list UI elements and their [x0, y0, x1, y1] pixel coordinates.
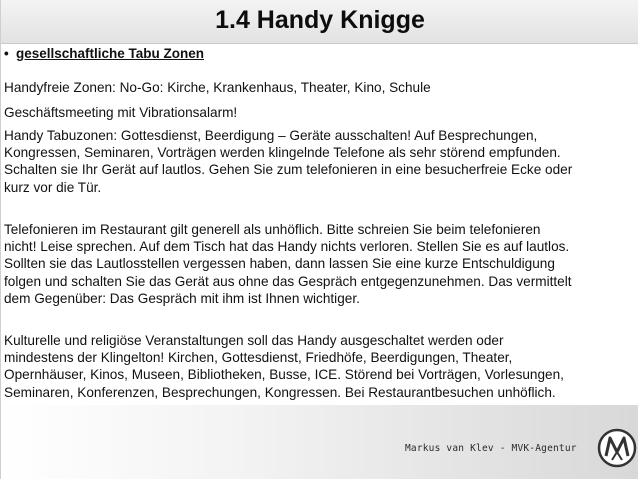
paragraph-restaurant: Telefonieren im Restaurant gilt generell als unhöflich. Bitte schreien Sie beim telefonieren nicht! Leise sprechen. Auf dem Tisch hat das Handy nichts verloren. Stellen Sie es auf lautlos. Sollten sie das Lautlosstellen vergessen haben, dann lassen Sie eine kurze Entschuldigung folgen und schalten Sie das Gerät aus ohne das Gespräch entgegenzunehmen. Das vermittelt dem Gegenüber: Das Gespräch mit ihm ist Ihnen wichtiger. [4, 222, 572, 306]
slide-title: 1.4 Handy Knigge [215, 6, 425, 34]
footer-band [1, 405, 638, 479]
bullet-heading [4, 45, 204, 62]
paragraph-handyfreie-zonen: Handyfreie Zonen: No-Go: Kirche, Krankenhaus, Theater, Kino, Schule [4, 80, 431, 95]
paragraph-veranstaltungen: Kulturelle und religiöse Veranstaltungen soll das Handy ausgeschaltet werden oder mindestens der Klingelton! Kirchen, Gottesdienst, Friedhöfe, Beerdigungen, Theater, Opernhäuser, Kinos, Museen, Bibliotheken, Busse, ICE. Störend bei Vorträgen, Vorlesungen, Seminaren, Konferenzen, Besprechungen, Kongressen. Bei Restaurantbesuchen unhöflich. [4, 333, 564, 400]
title-bar [1, 0, 638, 44]
mvk-logo [597, 425, 637, 471]
bullet-heading-text: gesellschaftliche Tabu Zonen [16, 46, 205, 61]
bullet-icon: • [4, 46, 9, 61]
paragraph-tabuzonen: Handy Tabuzonen: Gottesdienst, Beerdigung – Geräte ausschalten! Auf Besprechungen, Kongressen, Seminaren, Vorträgen werden klingelnde Telefone als sehr störend empfunden. Schalten sie Ihr Gerät auf lautlos. Gehen Sie zum telefonieren in eine besucherfreie Ecke oder kurz vor die Tür. [4, 128, 573, 195]
paragraph-geschaeftsmeeting: Geschäftsmeeting mit Vibrationsalarm! [4, 105, 238, 120]
footer-author: Markus van Klev - MVK-Agentur [405, 443, 577, 454]
